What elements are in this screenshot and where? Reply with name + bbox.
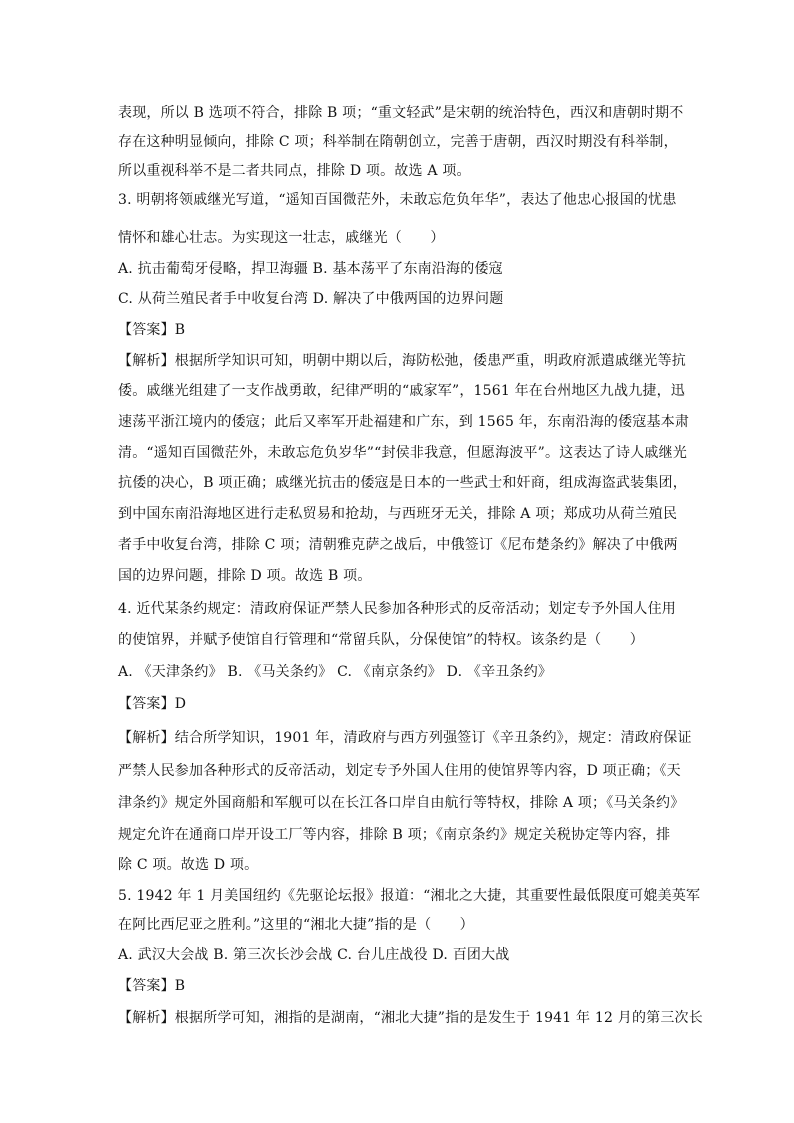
question-5-stem: 5. 1942 年 1 月美国纽约《先驱论坛报》报道：“湘北之大捷，其重要性最低限度可媲美英军 (118, 888, 701, 904)
analysis-text: 者手中收复台湾，排除 C 项；清朝雅克萨之战后，中俄签订《尼布楚条约》解决了中俄两 (118, 537, 678, 553)
question-4-stem: 的使馆界，并赋予使馆自行管理和“常留兵队，分保使馆”的特权。该条约是（ ） (118, 632, 644, 648)
analysis-text: 抗倭的决心，B 项正确；戚继光抗击的倭寇是日本的一些武士和奸商，组成海盗武装集团， (118, 475, 687, 491)
question-5-stem: 在阿比西尼亚之胜利。”这里的“湘北大捷”指的是（ ） (118, 917, 474, 933)
question-5-options: A. 武汉大会战 B. 第三次长沙会战 C. 台儿庄战役 D. 百团大战 (118, 947, 510, 963)
question-4-options: A. 《天津条约》 B. 《马关条约》 C. 《南京条约》 D. 《辛丑条约》 (118, 664, 553, 680)
analysis-text: 【解析】根据所学可知，湘指的是湖南，“湘北大捷”指的是发生于 1941 年 12 月的第三次长 (118, 1010, 703, 1026)
analysis-text: 倭。戚继光组建了一支作战勇敢，纪律严明的“戚家军”，1561 年在台州地区九战九捷，迅 (118, 383, 685, 399)
question-4-stem: 4. 近代某条约规定：清政府保证严禁人民参加各种形式的反帝活动；划定专予外国人住用 (118, 601, 677, 617)
question-3-options: C. 从荷兰殖民者手中收复台湾 D. 解决了中俄两国的边界问题 (118, 291, 504, 307)
question-3-stem: 情怀和雄心壮志。为实现这一壮志，戚继光（ ） (118, 230, 445, 246)
analysis-text: 规定允许在通商口岸开设工厂等内容，排除 B 项；《南京条约》规定关税协定等内容，排 (118, 827, 671, 843)
question-3-options: A. 抗击葡萄牙侵略，捍卫海疆 B. 基本荡平了东南沿海的倭寇 (118, 261, 503, 277)
answer-label: 【答案】D (118, 696, 187, 712)
answer-label: 【答案】B (118, 978, 186, 994)
text-line: 表现，所以 B 选项不符合，排除 B 项；“重文轻武”是宋朝的统治特色，西汉和唐朝时期不 (118, 105, 684, 121)
question-3-stem: 3. 明朝将领戚继光写道，“遥知百国微茫外，未敢忘危负年华”，表达了他忠心报国的忧患 (118, 192, 677, 208)
analysis-text: 国的边界问题，排除 D 项。故选 B 项。 (118, 568, 372, 584)
analysis-text: 【解析】根据所学知识可知，明朝中期以后，海防松弛，倭患严重，明政府派遣戚继光等抗 (118, 353, 686, 369)
answer-label: 【答案】B (118, 322, 186, 338)
analysis-text: 清。“遥知百国微茫外，未敢忘危负岁华”“封侯非我意，但愿海波平”。这表达了诗人戚继光 (118, 445, 688, 461)
analysis-text: 【解析】结合所学知识，1901 年，清政府与西方列强签订《辛丑条约》，规定：清政府保证 (118, 730, 692, 746)
analysis-text: 严禁人民参加各种形式的反帝活动，划定专予外国人住用的使馆界等内容，D 项正确；《天 (118, 763, 681, 779)
text-line: 所以重视科举不是二者共同点，排除 D 项。故选 A 项。 (118, 163, 471, 179)
analysis-text: 到中国东南沿海地区进行走私贸易和抢劫，与西班牙无关，排除 A 项；郑成功从荷兰殖民 (118, 506, 678, 522)
analysis-text: 除 C 项。故选 D 项。 (118, 857, 259, 873)
analysis-text: 速荡平浙江境内的倭寇；此后又率军开赴福建和广东，到 1565 年，东南沿海的倭寇基本肃 (118, 414, 690, 430)
text-line: 存在这种明显倾向，排除 C 项；科举制在隋朝创立，完善于唐朝，西汉时期没有科举制， (118, 134, 678, 150)
analysis-text: 津条约》规定外国商船和军舰可以在长江各口岸自由航行等特权，排除 A 项；《马关条约》 (118, 795, 685, 811)
